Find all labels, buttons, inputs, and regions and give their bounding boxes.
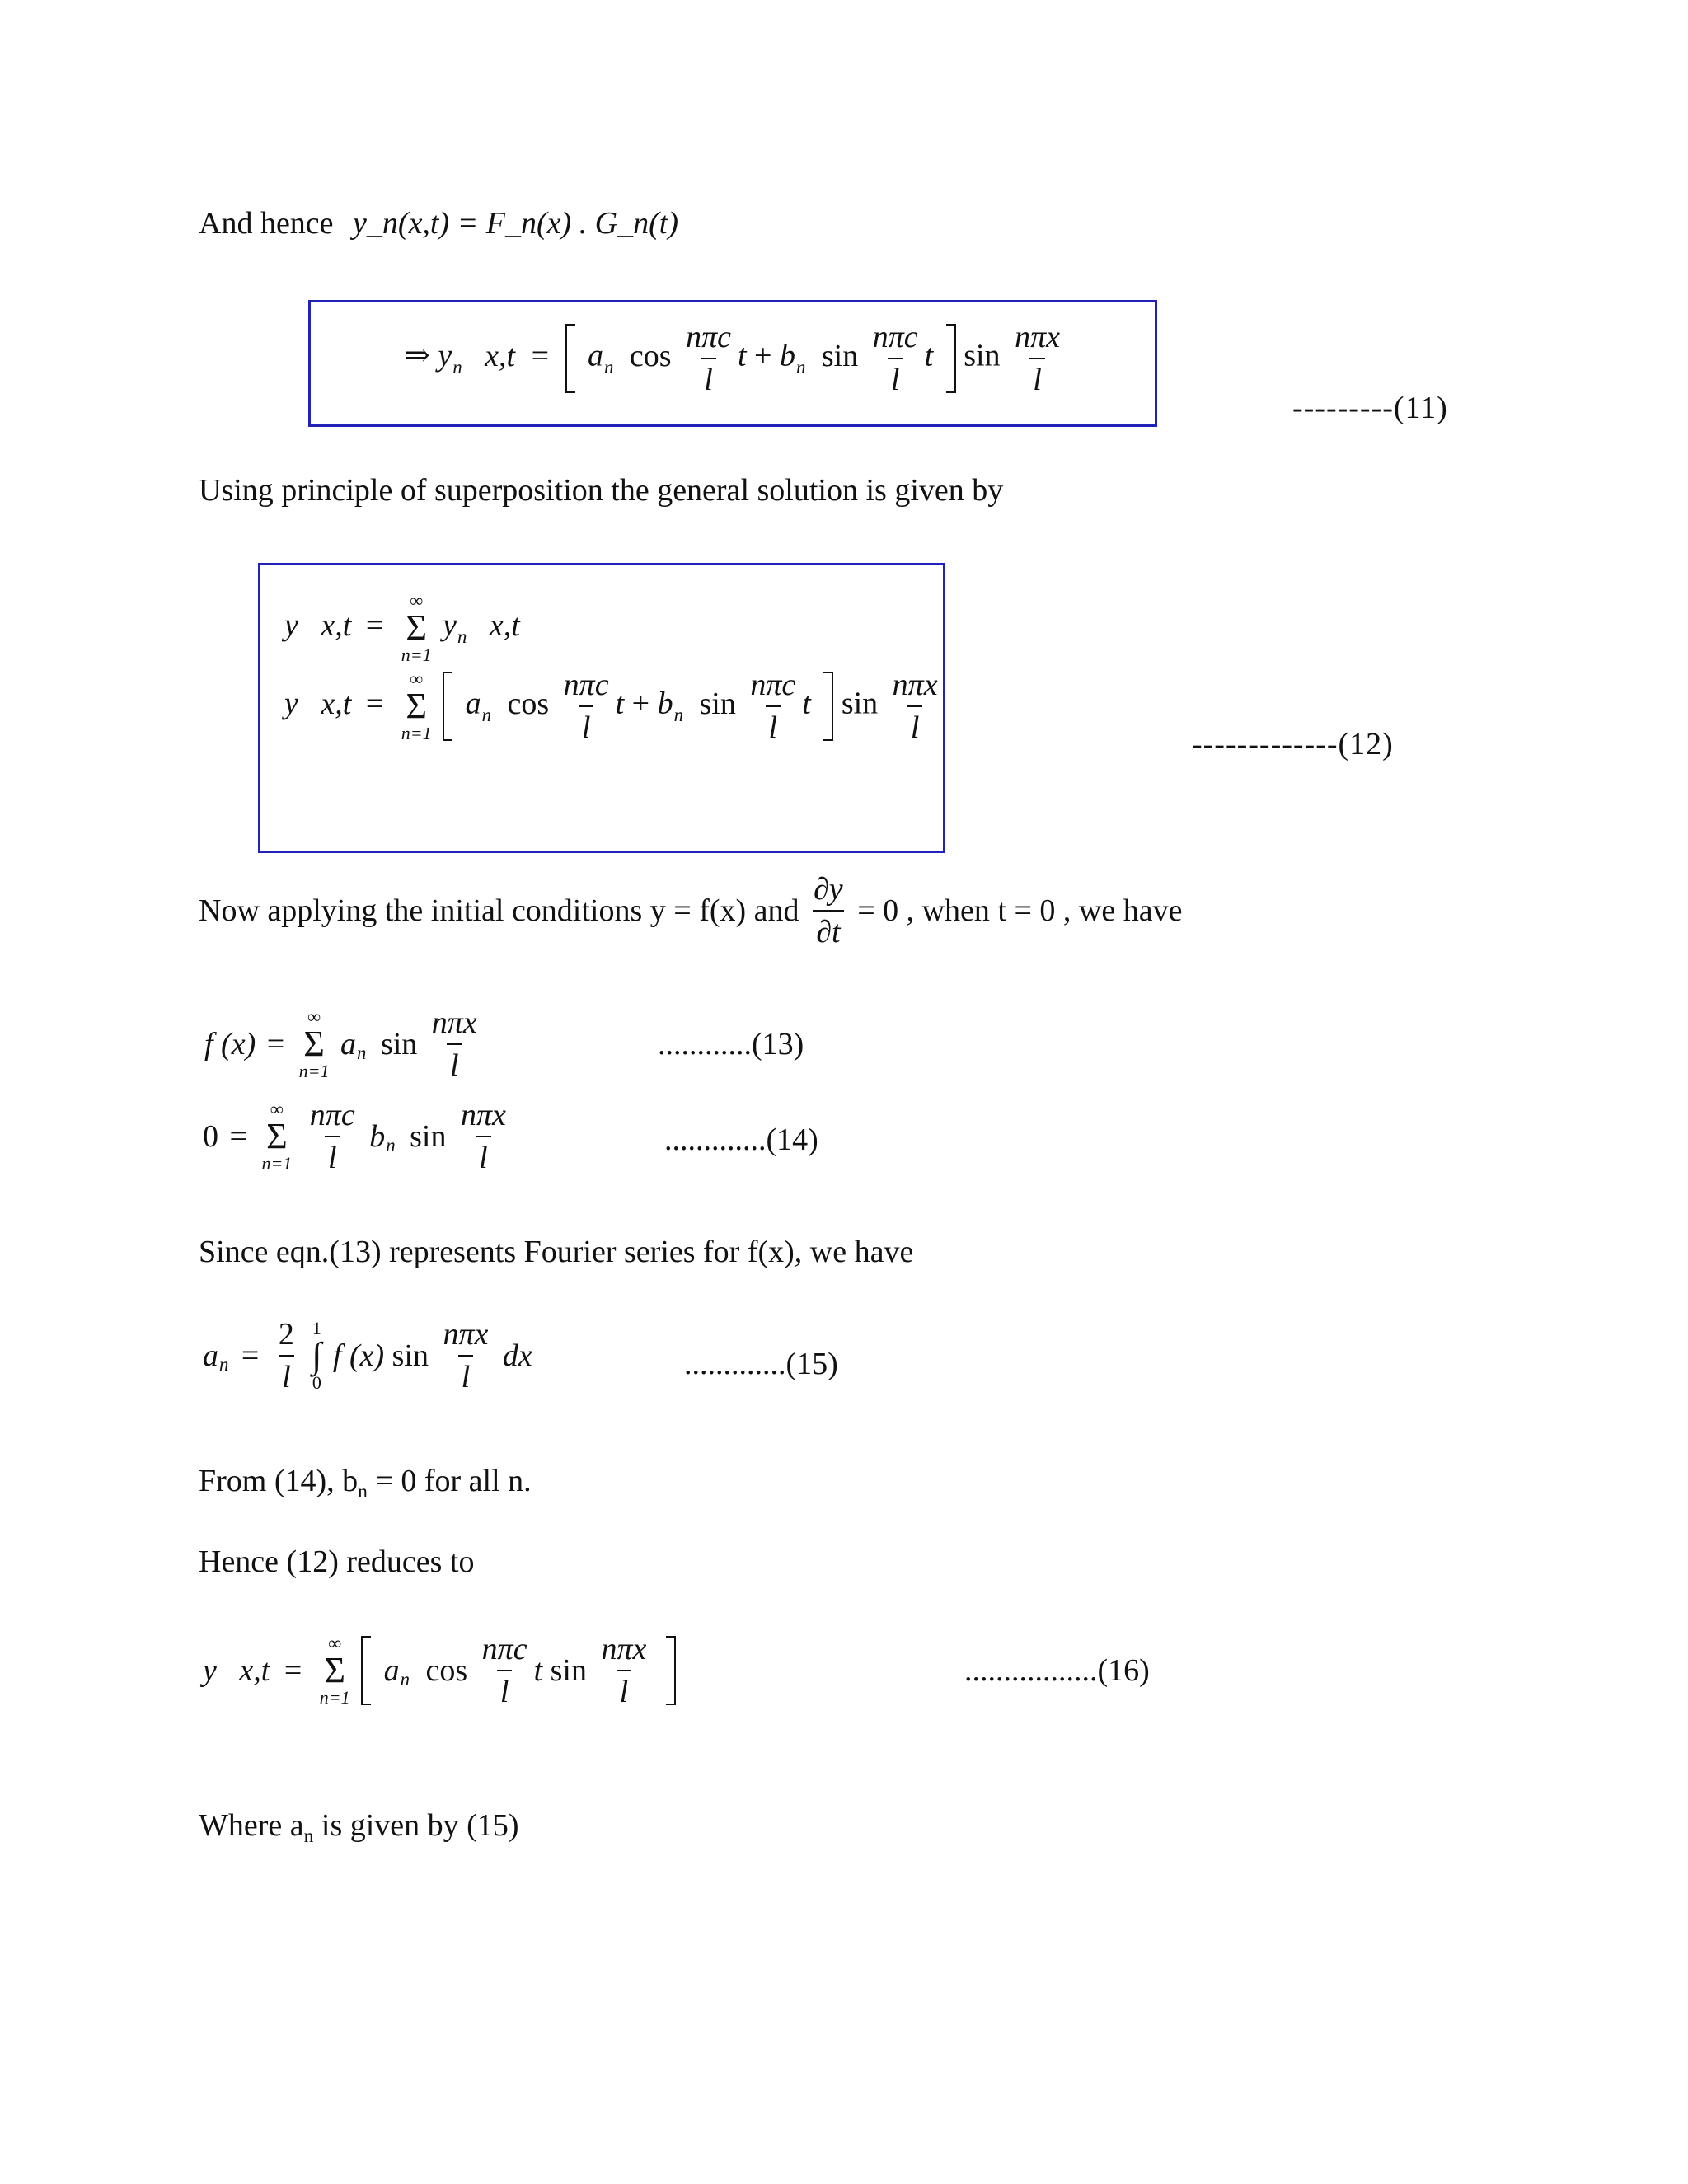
numerator: nπc bbox=[481, 1632, 528, 1666]
upper-limit: ∞ bbox=[328, 1633, 342, 1653]
equation-12-line-1 bbox=[284, 592, 520, 664]
args: x,t bbox=[489, 607, 520, 643]
paragraph-fourier: Since eqn.(13) represents Fourier series for f(x), we have bbox=[199, 1235, 914, 1269]
left-bracket bbox=[361, 1636, 371, 1705]
sigma: Σ bbox=[303, 1024, 325, 1064]
summation bbox=[401, 592, 432, 664]
n-subscript: n bbox=[452, 356, 462, 377]
args: x,t bbox=[239, 1653, 270, 1688]
paragraph-bn-zero bbox=[199, 1464, 532, 1503]
upper-limit: 1 bbox=[312, 1318, 321, 1338]
a-symbol: a bbox=[465, 686, 481, 721]
plus-sign: + bbox=[631, 686, 650, 721]
equals-sign: = bbox=[241, 1338, 260, 1373]
denominator: l bbox=[476, 1136, 491, 1174]
cos-fn: cos bbox=[629, 338, 672, 373]
numerator: nπx bbox=[431, 1005, 477, 1040]
n-subscript: n bbox=[400, 1668, 410, 1690]
n-subscript: n bbox=[604, 356, 614, 377]
lower-limit: n=1 bbox=[261, 1153, 293, 1174]
equals-sign: = bbox=[365, 607, 384, 643]
condition-text: = 0 , when t = 0 , we have bbox=[857, 893, 1183, 928]
summation bbox=[320, 1634, 350, 1707]
y-symbol: y bbox=[284, 607, 298, 643]
fraction bbox=[598, 1633, 650, 1708]
denominator: l bbox=[579, 705, 594, 743]
args: x,t bbox=[485, 338, 516, 373]
an-text: Where a bbox=[199, 1808, 304, 1843]
b-symbol: b bbox=[779, 338, 795, 373]
t-symbol: t bbox=[615, 686, 625, 721]
f-of-x: f (x) bbox=[204, 1027, 256, 1062]
numerator: nπc bbox=[872, 320, 918, 354]
denominator: l bbox=[766, 705, 781, 743]
n-subscript: n bbox=[219, 1353, 229, 1375]
summation bbox=[299, 1008, 330, 1080]
t-symbol: t bbox=[737, 338, 747, 373]
fraction bbox=[870, 321, 921, 396]
n-subscript: n bbox=[386, 1134, 396, 1155]
cos-fn: cos bbox=[425, 1653, 468, 1688]
and-hence-text: And hence bbox=[199, 206, 334, 241]
paragraph-and-hence bbox=[199, 208, 678, 239]
denominator: l bbox=[617, 1670, 632, 1708]
numerator: nπc bbox=[563, 668, 609, 702]
fraction bbox=[1011, 321, 1063, 396]
product-equation: y_n(x,t) = F_n(x) . G_n(t) bbox=[353, 206, 678, 241]
denominator: l bbox=[888, 358, 903, 396]
y-symbol: y bbox=[443, 607, 457, 643]
denominator: ∂t bbox=[813, 910, 843, 948]
n-subscript: n bbox=[795, 356, 806, 377]
equation-15-label: .............(15) bbox=[684, 1347, 838, 1381]
fraction bbox=[560, 669, 612, 743]
lower-limit: n=1 bbox=[319, 1687, 350, 1708]
numerator: nπc bbox=[750, 668, 796, 702]
sin-fn: sin bbox=[410, 1119, 447, 1154]
equals-sign: = bbox=[266, 1027, 285, 1062]
args: x,t bbox=[321, 686, 352, 721]
bn-text-after: = 0 for all n. bbox=[367, 1464, 532, 1498]
numerator: nπx bbox=[460, 1098, 506, 1132]
denominator: l bbox=[701, 358, 716, 396]
n-subscript: n bbox=[357, 1042, 367, 1063]
sin-fn: sin bbox=[841, 686, 879, 721]
plus-sign: + bbox=[754, 338, 772, 373]
denominator: l bbox=[279, 1355, 294, 1393]
equals-sign: = bbox=[531, 338, 549, 373]
lower-limit: n=1 bbox=[401, 723, 432, 743]
fraction bbox=[307, 1099, 359, 1174]
sigma: Σ bbox=[406, 686, 427, 726]
equation-13-label: ............(13) bbox=[658, 1027, 804, 1062]
equation-12-label: -------------(12) bbox=[1192, 727, 1394, 762]
n-subscript: n bbox=[457, 626, 467, 647]
sin-fn: sin bbox=[964, 338, 1001, 373]
n-subscript: n bbox=[303, 1825, 314, 1848]
b-symbol: b bbox=[369, 1119, 386, 1154]
denominator: l bbox=[325, 1136, 340, 1174]
denominator: l bbox=[907, 705, 923, 743]
a-symbol: a bbox=[340, 1027, 357, 1062]
integral bbox=[312, 1319, 321, 1392]
y-symbol: y bbox=[203, 1653, 217, 1688]
numerator: 2 bbox=[278, 1317, 294, 1352]
a-symbol: a bbox=[588, 338, 603, 373]
sin-fn: sin bbox=[380, 1027, 418, 1062]
equals-sign: = bbox=[284, 1653, 302, 1688]
summation bbox=[401, 670, 432, 743]
lower-limit: n=1 bbox=[401, 644, 432, 665]
n-subscript: n bbox=[481, 704, 492, 725]
y-symbol: y bbox=[438, 338, 452, 373]
f-of-x: f (x) bbox=[332, 1338, 385, 1373]
upper-limit: ∞ bbox=[410, 590, 424, 611]
fraction bbox=[889, 669, 941, 743]
denominator: l bbox=[1029, 358, 1045, 396]
left-bracket bbox=[443, 672, 452, 741]
initial-conditions-text: Now applying the initial conditions y = f(x) and bbox=[199, 893, 799, 928]
y-symbol: y bbox=[284, 686, 298, 721]
summation bbox=[261, 1100, 292, 1173]
equation-14-label: .............(14) bbox=[664, 1122, 818, 1157]
equation-16 bbox=[203, 1633, 676, 1708]
sigma: Σ bbox=[406, 607, 427, 648]
equals-sign: = bbox=[365, 686, 384, 721]
equation-15 bbox=[203, 1319, 532, 1393]
denominator: l bbox=[458, 1355, 474, 1393]
fraction bbox=[275, 1319, 298, 1393]
lower-limit: 0 bbox=[312, 1372, 321, 1393]
denominator: l bbox=[497, 1670, 513, 1708]
fraction bbox=[429, 1007, 481, 1081]
n-subscript: n bbox=[358, 1481, 368, 1503]
numerator: ∂y bbox=[814, 872, 843, 907]
upper-limit: ∞ bbox=[270, 1099, 284, 1119]
sigma: Σ bbox=[324, 1650, 345, 1690]
numerator: nπx bbox=[1015, 320, 1060, 354]
sin-fn: sin bbox=[821, 338, 859, 373]
equals-sign: = bbox=[229, 1119, 247, 1154]
integral-sign: ∫ bbox=[312, 1335, 322, 1376]
equation-13 bbox=[204, 1007, 484, 1081]
equation-14 bbox=[203, 1099, 513, 1174]
fraction bbox=[457, 1099, 509, 1174]
an-text-after: is given by (15) bbox=[313, 1808, 519, 1843]
zero: 0 bbox=[203, 1119, 218, 1154]
dx: dx bbox=[502, 1338, 532, 1373]
a-symbol: a bbox=[383, 1653, 400, 1688]
fraction bbox=[479, 1633, 531, 1708]
args: x,t bbox=[321, 607, 352, 643]
bn-text: From (14), b bbox=[199, 1464, 359, 1498]
lower-limit: n=1 bbox=[298, 1061, 330, 1081]
sigma: Σ bbox=[266, 1116, 288, 1156]
t-symbol: t bbox=[924, 338, 934, 373]
right-bracket bbox=[946, 324, 956, 393]
equation-16-label: .................(16) bbox=[964, 1653, 1150, 1688]
upper-limit: ∞ bbox=[410, 668, 424, 689]
numerator: nπx bbox=[892, 668, 938, 702]
right-bracket bbox=[666, 1636, 676, 1705]
paragraph-superposition: Using principle of superposition the general solution is given by bbox=[199, 473, 1004, 508]
paragraph-reduces: Hence (12) reduces to bbox=[199, 1544, 475, 1579]
numerator: nπx bbox=[601, 1632, 647, 1666]
numerator: nπc bbox=[309, 1098, 355, 1132]
fraction bbox=[682, 321, 734, 396]
right-bracket bbox=[823, 672, 833, 741]
cos-fn: cos bbox=[507, 686, 550, 721]
upper-limit: ∞ bbox=[307, 1006, 321, 1027]
a-symbol: a bbox=[203, 1338, 218, 1373]
t-symbol: t bbox=[802, 686, 811, 721]
b-symbol: b bbox=[657, 686, 673, 721]
fraction bbox=[440, 1319, 492, 1393]
equation-11-label: ---------(11) bbox=[1292, 391, 1448, 425]
equation-11 bbox=[404, 321, 1067, 396]
left-bracket bbox=[565, 324, 575, 393]
sin-fn: sin bbox=[392, 1338, 429, 1373]
numerator: nπc bbox=[686, 320, 731, 354]
equation-12-line-2 bbox=[284, 669, 945, 743]
sin-fn: sin bbox=[550, 1653, 587, 1688]
fraction bbox=[747, 669, 799, 743]
partial-derivative bbox=[810, 874, 846, 948]
numerator: nπx bbox=[443, 1317, 489, 1352]
n-subscript: n bbox=[673, 704, 683, 725]
t-symbol: t bbox=[533, 1653, 543, 1688]
denominator: l bbox=[447, 1043, 462, 1081]
implies-arrow: ⇒ bbox=[404, 338, 430, 373]
paragraph-where-an bbox=[199, 1808, 519, 1848]
sin-fn: sin bbox=[699, 686, 736, 721]
paragraph-initial-conditions bbox=[199, 874, 1182, 948]
